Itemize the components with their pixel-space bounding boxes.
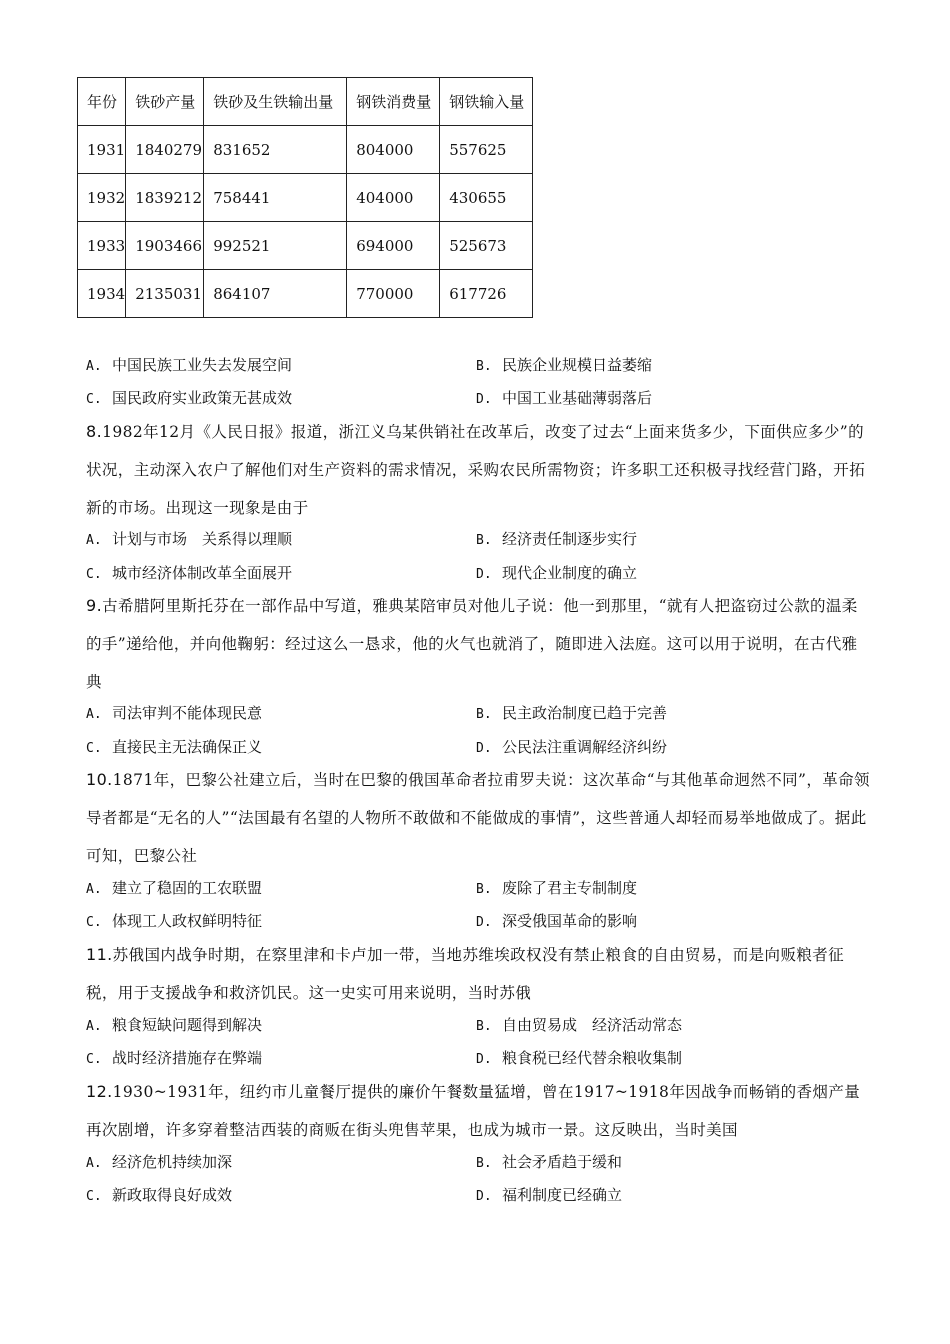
q11-option-d[interactable]: D. 粮食税已经代替余粮收集制 — [476, 1049, 683, 1067]
table-header: 铁砂及生铁输出量 — [204, 78, 347, 126]
question-8 — [86, 413, 872, 527]
table-cell: 694000 — [347, 222, 440, 270]
table-cell: 557625 — [440, 126, 533, 174]
q7-option-d[interactable]: D. 中国工业基础薄弱落后 — [476, 389, 653, 407]
table-cell: 617726 — [440, 270, 533, 318]
table-cell: 1903466 — [126, 222, 204, 270]
q7-option-b[interactable]: B. 民族企业规模日益萎缩 — [476, 356, 653, 374]
question-number: 11. — [86, 945, 113, 964]
question-9 — [86, 587, 872, 701]
table-cell: 2135031 — [126, 270, 204, 318]
question-stem: 1982年12月《人民日报》报道，浙江义乌某供销社在改革后，改变了过去“上面来货多少，下面供应多少”的状况，主动深入农户了解他们对生产资料的需求情况，采购农民所需物资；许多职工还积极寻找经营门路，开拓新的市场。出现这一现象是由于 — [86, 423, 866, 517]
table-cell: 525673 — [440, 222, 533, 270]
q12-option-c[interactable]: C. 新政取得良好成效 — [86, 1186, 233, 1204]
table-cell: 1839212 — [126, 174, 204, 222]
iron-steel-table — [77, 77, 533, 318]
question-stem: 1871年，巴黎公社建立后，当时在巴黎的俄国革命者拉甫罗夫说：这次革命“与其他革命迥然不同”，革命领导者都是“无名的人”“法国最有名望的人物所不敢做和不能做成的事情”，这些普通人却轻而易举地做成了。据此可知，巴黎公社 — [86, 771, 870, 865]
question-11 — [86, 936, 872, 1012]
question-number: 10. — [86, 770, 113, 789]
q9-option-a[interactable]: A. 司法审判不能体现民意 — [86, 704, 263, 722]
table-cell: 1933 — [78, 222, 126, 270]
question-number: 9. — [86, 596, 103, 615]
q12-option-b[interactable]: B. 社会矛盾趋于缓和 — [476, 1153, 623, 1171]
q10-option-c[interactable]: C. 体现工人政权鲜明特征 — [86, 912, 263, 930]
table-cell: 804000 — [347, 126, 440, 174]
q8-option-a[interactable]: A. 计划与市场 关系得以理顺 — [86, 530, 293, 548]
question-stem: 古希腊阿里斯托芬在一部作品中写道，雅典某陪审员对他儿子说：他一到那里，“就有人把盗窃过公款的温柔的手”递给他，并向他鞠躬：经过这么一恳求，他的火气也就消了，随即进入法庭。这可以用于说明，在古代雅典 — [86, 597, 858, 691]
q12-option-d[interactable]: D. 福利制度已经确立 — [476, 1186, 623, 1204]
q10-option-d[interactable]: D. 深受俄国革命的影响 — [476, 912, 638, 930]
q9-option-c[interactable]: C. 直接民主无法确保正义 — [86, 738, 263, 756]
q11-option-c[interactable]: C. 战时经济措施存在弊端 — [86, 1049, 263, 1067]
table-cell: 758441 — [204, 174, 347, 222]
q9-option-b[interactable]: B. 民主政治制度已趋于完善 — [476, 704, 668, 722]
q12-option-a[interactable]: A. 经济危机持续加深 — [86, 1153, 233, 1171]
table-row — [78, 270, 533, 318]
table-cell: 1931 — [78, 126, 126, 174]
q8-option-b[interactable]: B. 经济责任制逐步实行 — [476, 530, 638, 548]
table-cell: 430655 — [440, 174, 533, 222]
table-cell: 404000 — [347, 174, 440, 222]
question-10 — [86, 761, 872, 875]
q7-option-c[interactable]: C. 国民政府实业政策无甚成效 — [86, 389, 293, 407]
table-cell: 1840279 — [126, 126, 204, 174]
table-header-row — [78, 78, 533, 126]
question-number: 12. — [86, 1082, 113, 1101]
q9-option-d[interactable]: D. 公民法注重调解经济纠纷 — [476, 738, 668, 756]
table-cell: 1934 — [78, 270, 126, 318]
q11-option-a[interactable]: A. 粮食短缺问题得到解决 — [86, 1016, 263, 1034]
q8-option-c[interactable]: C. 城市经济体制改革全面展开 — [86, 564, 293, 582]
question-stem: 1930~1931年，纽约市儿童餐厅提供的廉价午餐数量猛增，曾在1917~1918年因战争而畅销的香烟产量再次剧增，许多穿着整洁西装的商贩在街头兜售苹果，也成为城市一景。这反映出，当时美国 — [86, 1083, 861, 1139]
table-header: 铁砂产量 — [126, 78, 204, 126]
q10-option-a[interactable]: A. 建立了稳固的工农联盟 — [86, 879, 263, 897]
q10-option-b[interactable]: B. 废除了君主专制制度 — [476, 879, 638, 897]
q8-option-d[interactable]: D. 现代企业制度的确立 — [476, 564, 638, 582]
table-row — [78, 174, 533, 222]
table-header: 钢铁输入量 — [440, 78, 533, 126]
q11-option-b[interactable]: B. 自由贸易成 经济活动常态 — [476, 1016, 683, 1034]
table-header: 钢铁消费量 — [347, 78, 440, 126]
question-number: 8. — [86, 422, 103, 441]
table-cell: 992521 — [204, 222, 347, 270]
q7-option-a[interactable]: A. 中国民族工业失去发展空间 — [86, 356, 293, 374]
table-cell: 770000 — [347, 270, 440, 318]
table-row — [78, 126, 533, 174]
table-row — [78, 222, 533, 270]
question-stem: 苏俄国内战争时期，在察里津和卡卢加一带，当地苏维埃政权没有禁止粮食的自由贸易，而是向贩粮者征税，用于支援战争和救济饥民。这一史实可用来说明，当时苏俄 — [86, 946, 845, 1002]
question-12 — [86, 1073, 872, 1149]
table-cell: 864107 — [204, 270, 347, 318]
table-header: 年份 — [78, 78, 126, 126]
table-cell: 1932 — [78, 174, 126, 222]
table-cell: 831652 — [204, 126, 347, 174]
